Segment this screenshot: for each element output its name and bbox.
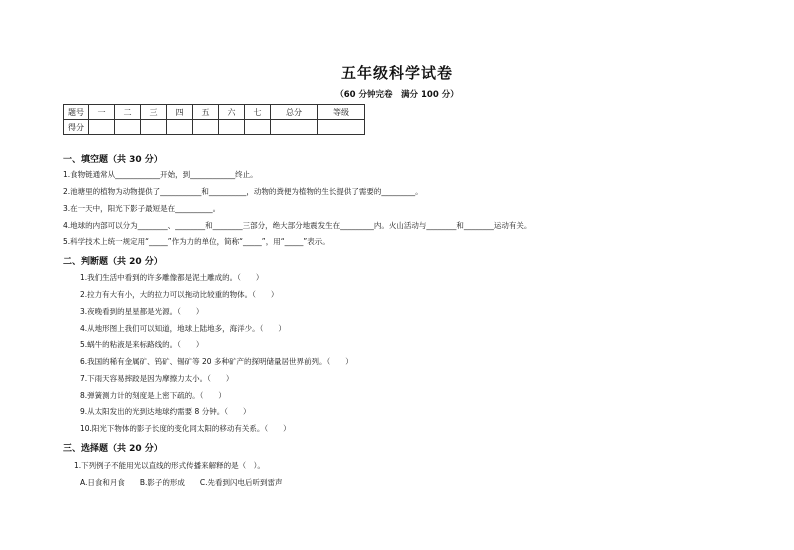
score-cell[interactable]	[193, 120, 219, 135]
score-cell[interactable]	[245, 120, 271, 135]
question-line: 9.从太阳发出的光到达地球约需要 8 分钟。（ ）	[80, 407, 251, 416]
section-heading-true-false: 二、判断题（共 20 分）	[63, 257, 163, 267]
section-heading-multiple-choice: 三、选择题（共 20 分）	[63, 444, 163, 454]
score-col: 四	[167, 105, 193, 120]
page-subtitle: （60 分钟完卷 满分 100 分）	[335, 90, 459, 100]
score-cell-total[interactable]	[271, 120, 318, 135]
question-line: 5.科学技术上统一规定用“_____”作为力的单位，简称“_____”，用“_____”表示。	[63, 237, 330, 246]
choice-options: A.日食和月食 B.影子的形成 C.先看到闪电后听到雷声	[80, 478, 283, 487]
page-title: 五年级科学试卷	[340, 64, 453, 82]
score-cell-grade[interactable]	[318, 120, 365, 135]
score-table	[63, 104, 365, 135]
question-line: 1.下列例子不能用光以直线的形式传播来解释的是（ ）。	[74, 461, 265, 470]
question-line: 1.食物链通常从____________开始，到____________终止。	[63, 170, 258, 179]
question-line: 10.阳光下物体的影子长度的变化同太阳的移动有关系。（ ）	[80, 424, 291, 433]
score-value-row	[64, 120, 365, 135]
question-line: 7.下雨天容易摔跤是因为摩擦力太小。（ ）	[80, 374, 234, 383]
question-line: 2.拉力有大有小，大的拉力可以拖动比较重的物体。（ ）	[80, 290, 279, 299]
section-heading-fill-in: 一、填空题（共 30 分）	[63, 155, 163, 165]
score-col: 五	[193, 105, 219, 120]
score-header-row	[64, 105, 365, 120]
score-cell[interactable]	[141, 120, 167, 135]
question-line: 8.弹簧测力计的刻度是上密下疏的。（ ）	[80, 391, 226, 400]
score-col: 三	[141, 105, 167, 120]
question-line: 2.池塘里的植物为动物提供了___________和__________，动物的粪便为植物的生长提供了需要的_________。	[63, 187, 423, 196]
score-cell[interactable]	[167, 120, 193, 135]
score-col: 一	[89, 105, 115, 120]
score-cell[interactable]	[219, 120, 245, 135]
question-line: 6.我国的稀有金属矿、钨矿、锡矿等 20 多种矿产的探明储量居世界前列。（ ）	[80, 357, 353, 366]
score-col-grade: 等级	[318, 105, 365, 120]
question-line: 1.我们生活中看到的许多雕像都是泥土雕成的。（ ）	[80, 273, 264, 282]
score-col: 二	[115, 105, 141, 120]
question-line: 4.地球的内部可以分为________、________和________三部分，绝大部分地震发生在_________内。火山活动与________和________运动有关。	[63, 221, 532, 230]
score-col: 六	[219, 105, 245, 120]
score-col: 七	[245, 105, 271, 120]
question-line: 3.夜晚看到的星星都是光源。（ ）	[80, 307, 204, 316]
question-line: 4.从地形图上我们可以知道，地球上陆地多，海洋少。（ ）	[80, 324, 286, 333]
score-cell[interactable]	[89, 120, 115, 135]
score-row-label: 得分	[64, 120, 89, 135]
score-col-label: 题号	[64, 105, 89, 120]
question-line: 5.蜗牛的粘液是来标路线的。（ ）	[80, 340, 204, 349]
question-line: 3.在一天中，阳光下影子最短是在__________。	[63, 204, 221, 213]
score-col-total: 总分	[271, 105, 318, 120]
score-cell[interactable]	[115, 120, 141, 135]
